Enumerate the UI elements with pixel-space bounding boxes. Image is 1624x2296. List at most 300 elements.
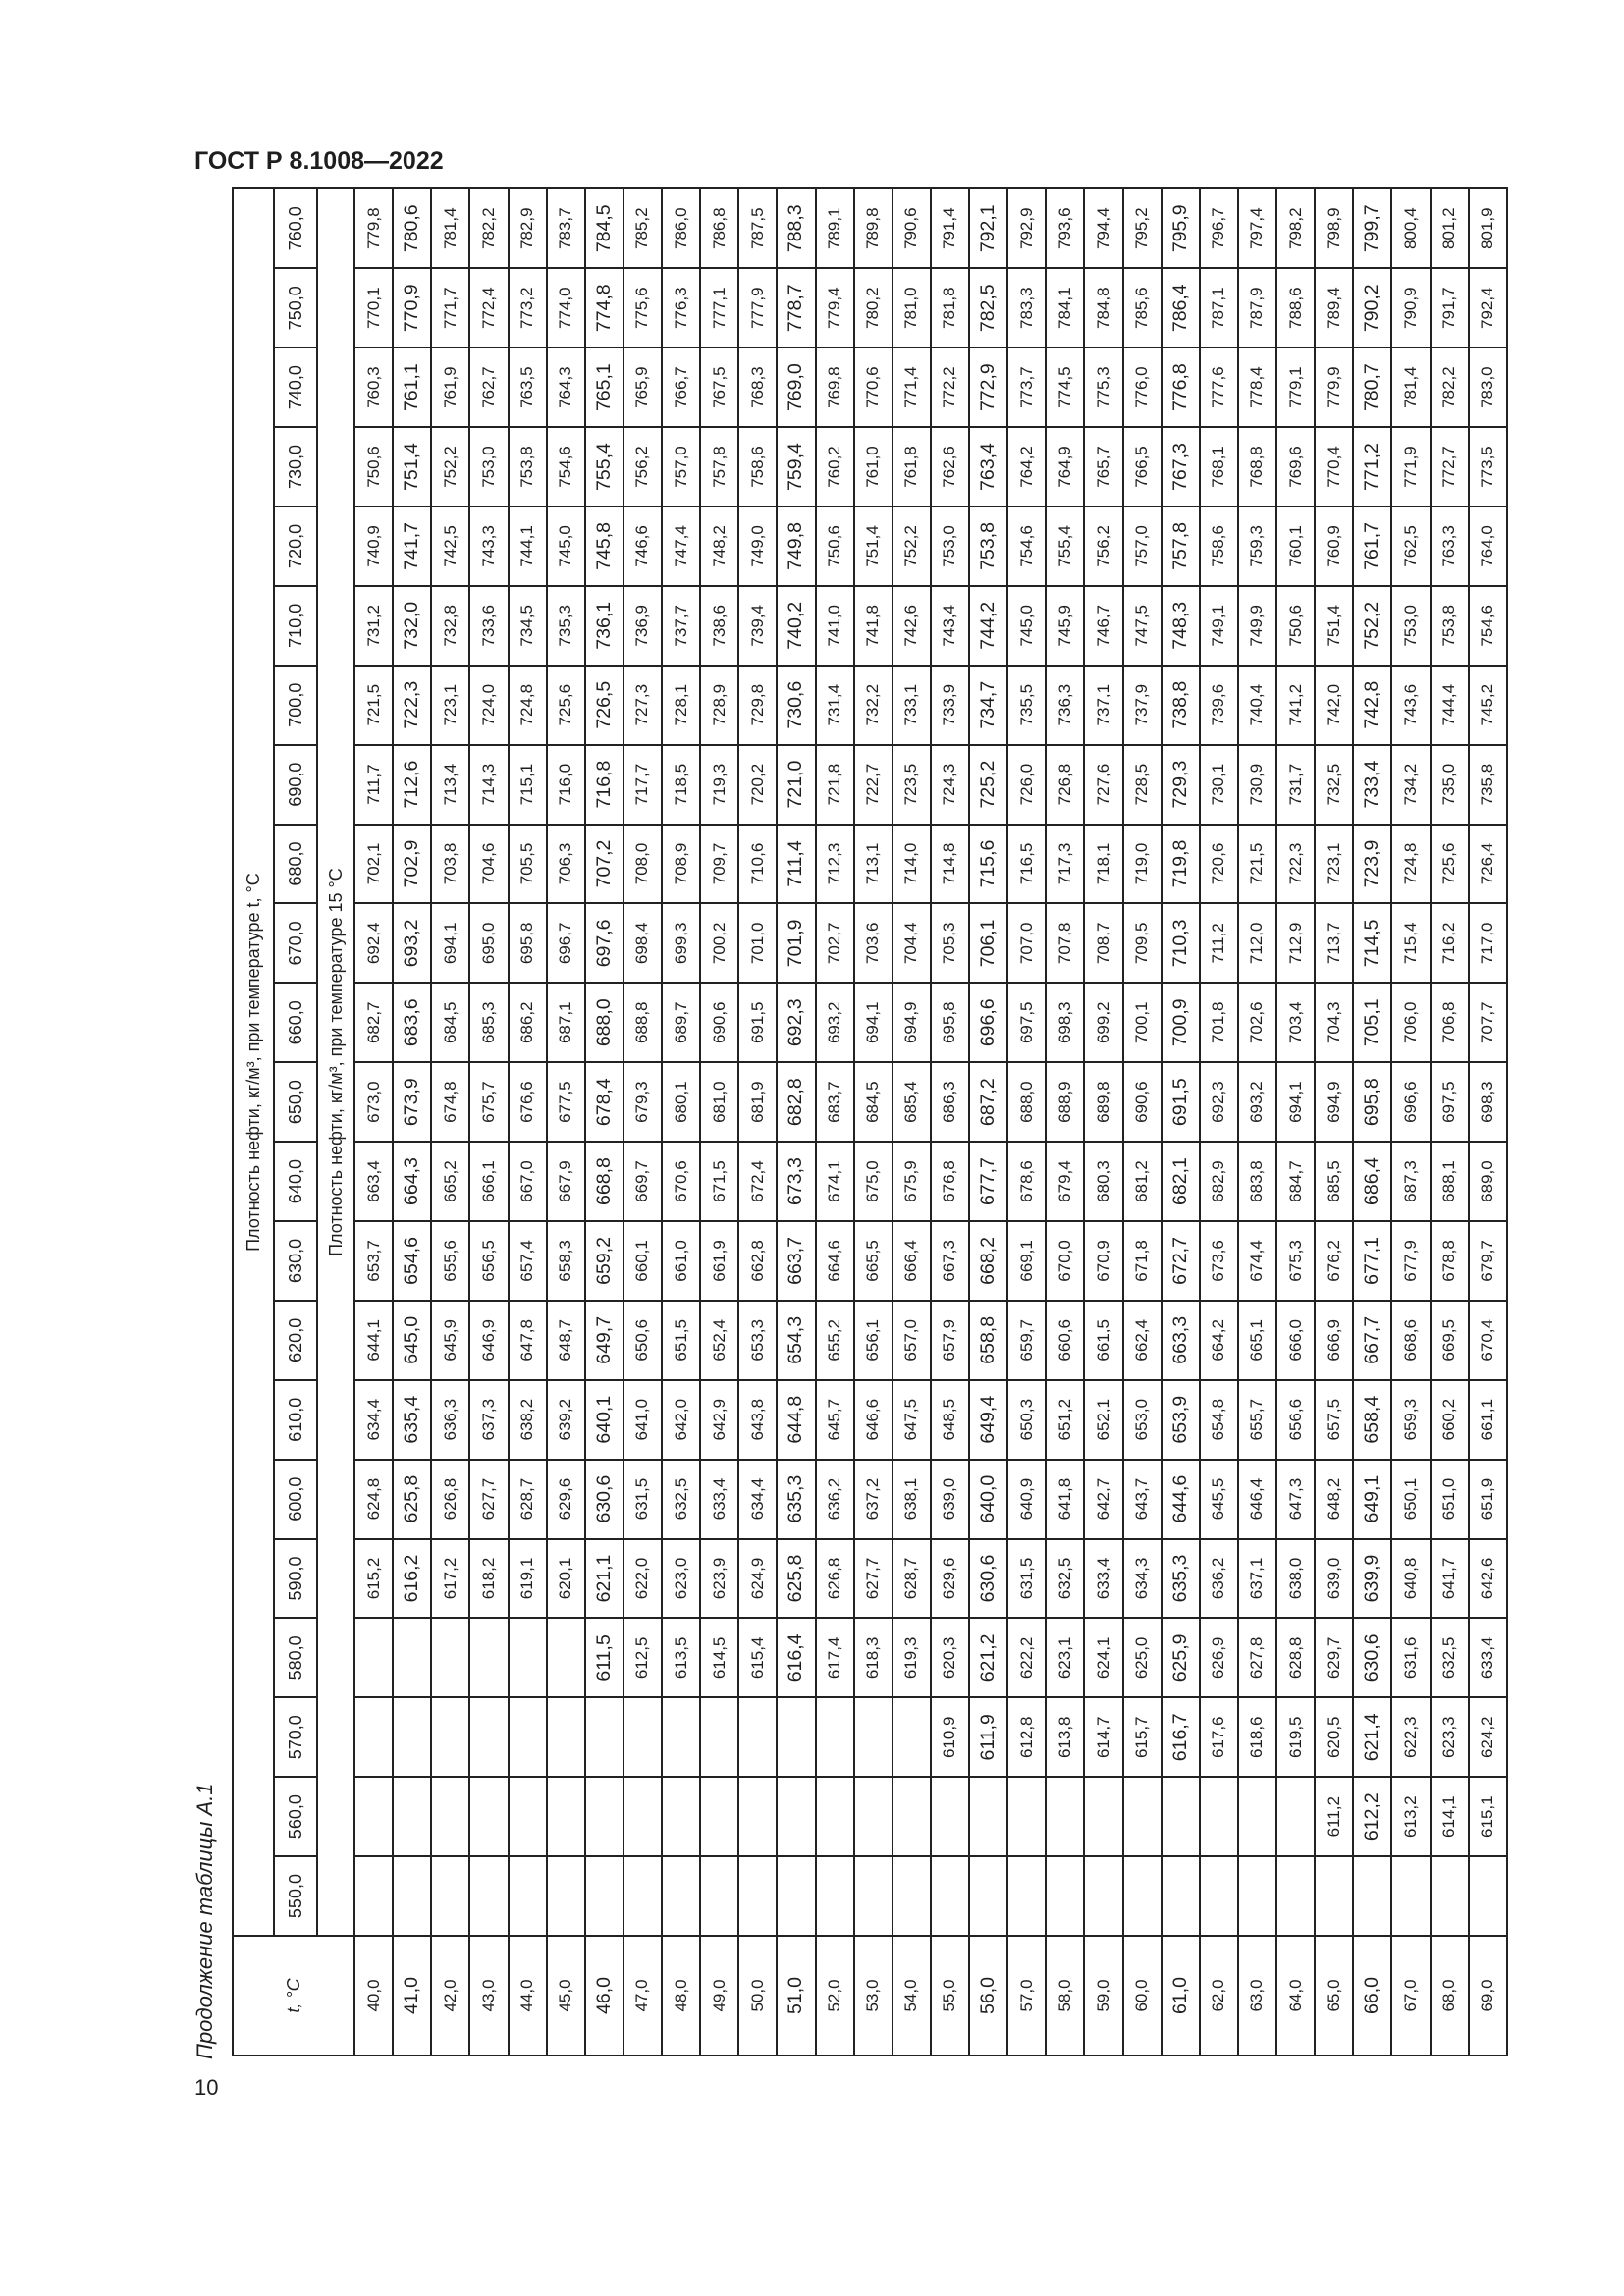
temperature-cell: 57,0 (1007, 1936, 1046, 2056)
density-cell: 772,2 (931, 347, 969, 427)
density-cell: 756,2 (623, 427, 662, 507)
density-cell: 661,0 (662, 1221, 700, 1301)
density-cell: 642,9 (700, 1380, 738, 1460)
density-cell: 801,2 (1431, 188, 1469, 268)
density-cell (1162, 1777, 1200, 1856)
density-cell: 727,6 (1084, 745, 1122, 825)
density-cell: 642,0 (662, 1380, 700, 1460)
density-cell: 732,2 (854, 666, 893, 745)
density-cell (431, 1697, 469, 1777)
density-cell (1431, 1856, 1469, 1936)
density-cell: 754,6 (547, 427, 585, 507)
density-cell: 757,8 (1162, 507, 1200, 586)
density-cell: 781,4 (1391, 347, 1430, 427)
density-cell: 737,7 (662, 586, 700, 666)
temperature-cell: 61,0 (1162, 1936, 1200, 2056)
density-cell: 611,2 (1315, 1777, 1353, 1856)
density-cell: 753,0 (1391, 586, 1430, 666)
density-cell: 751,4 (393, 427, 431, 507)
density-cell: 666,1 (469, 1142, 508, 1221)
temperature-cell: 41,0 (393, 1936, 431, 2056)
density-cell: 735,8 (1469, 745, 1507, 825)
density-cell: 757,0 (1123, 507, 1162, 586)
density-cell: 643,8 (738, 1380, 777, 1460)
density-cell: 634,4 (354, 1380, 393, 1460)
density-cell: 731,2 (354, 586, 393, 666)
density-cell: 787,1 (1200, 268, 1238, 347)
density-cell: 771,4 (893, 347, 931, 427)
density-cell: 801,9 (1469, 188, 1507, 268)
density-cell: 703,4 (1276, 983, 1315, 1062)
density-column-header: 630,0 (274, 1221, 317, 1301)
density-cell: 688,1 (1431, 1142, 1469, 1221)
density-cell (700, 1856, 738, 1936)
density-cell (623, 1777, 662, 1856)
density-cell: 656,5 (469, 1221, 508, 1301)
density-cell: 704,6 (469, 825, 508, 904)
density-cell (738, 1856, 777, 1936)
density-column-header: 650,0 (274, 1062, 317, 1142)
density-cell: 783,0 (1469, 347, 1507, 427)
density-cell: 614,7 (1084, 1697, 1122, 1777)
density-cell: 765,9 (623, 347, 662, 427)
density-cell: 793,6 (1046, 188, 1084, 268)
density-cell: 710,3 (1162, 903, 1200, 983)
density-cell (777, 1856, 815, 1936)
density-cell: 654,3 (777, 1301, 815, 1380)
density-cell: 628,7 (893, 1539, 931, 1619)
density-cell: 701,9 (777, 903, 815, 983)
density-cell: 696,6 (1391, 1062, 1430, 1142)
density-cell: 781,8 (931, 268, 969, 347)
density-cell: 705,1 (1353, 983, 1391, 1062)
density-cell: 716,2 (1431, 903, 1469, 983)
density-cell: 771,7 (431, 268, 469, 347)
density-cell: 612,8 (1007, 1697, 1046, 1777)
density-cell: 673,3 (777, 1142, 815, 1221)
density-cell: 620,3 (931, 1618, 969, 1697)
density-cell: 790,6 (893, 188, 931, 268)
density-cell: 786,8 (700, 188, 738, 268)
density-cell: 647,5 (893, 1380, 931, 1460)
density-cell (931, 1777, 969, 1856)
density-cell: 713,4 (431, 745, 469, 825)
density-cell: 645,9 (431, 1301, 469, 1380)
table-row (893, 188, 931, 2056)
density-cell: 759,4 (777, 427, 815, 507)
density-cell: 717,3 (1046, 825, 1084, 904)
temperature-cell: 42,0 (431, 1936, 469, 2056)
density-cell: 789,4 (1315, 268, 1353, 347)
density-cell: 698,4 (623, 903, 662, 983)
density-cell: 682,9 (1200, 1142, 1238, 1221)
density-cell: 664,2 (1200, 1301, 1238, 1380)
density-cell: 638,1 (893, 1460, 931, 1539)
density-cell: 706,1 (969, 903, 1007, 983)
table-row (854, 188, 893, 2056)
temperature-cell: 63,0 (1238, 1936, 1276, 2056)
table-row (1391, 188, 1430, 2056)
density-cell: 635,3 (777, 1460, 815, 1539)
density-cell: 631,5 (1007, 1539, 1046, 1619)
density-cell: 779,8 (354, 188, 393, 268)
density-cell: 620,5 (1315, 1697, 1353, 1777)
density-cell: 679,7 (1469, 1221, 1507, 1301)
density-cell (1084, 1777, 1122, 1856)
density-cell: 780,2 (854, 268, 893, 347)
density-cell (393, 1618, 431, 1697)
density-cell (354, 1697, 393, 1777)
density-cell: 769,8 (816, 347, 854, 427)
density-cell: 770,4 (1315, 427, 1353, 507)
density-cell: 724,3 (931, 745, 969, 825)
density-cell: 741,0 (816, 586, 854, 666)
density-cell: 742,6 (893, 586, 931, 666)
density-cell: 755,4 (585, 427, 623, 507)
density-cell: 676,2 (1315, 1221, 1353, 1301)
density-cell: 726,0 (1007, 745, 1046, 825)
density-cell: 706,8 (1431, 983, 1469, 1062)
density-cell: 782,2 (1431, 347, 1469, 427)
density-cell: 736,3 (1046, 666, 1084, 745)
table-row (623, 188, 662, 2056)
density-cell: 753,8 (509, 427, 547, 507)
density-cell: 620,1 (547, 1539, 585, 1619)
table-row (1162, 188, 1200, 2056)
density-cell: 658,4 (1353, 1380, 1391, 1460)
density-cell: 782,9 (509, 188, 547, 268)
density-cell: 740,9 (354, 507, 393, 586)
density-cell: 667,9 (547, 1142, 585, 1221)
density-cell: 694,1 (1276, 1062, 1315, 1142)
table-container (232, 204, 1508, 2056)
density-cell: 718,1 (1084, 825, 1122, 904)
density-cell: 734,7 (969, 666, 1007, 745)
density-cell: 622,3 (1391, 1697, 1430, 1777)
density-cell: 619,3 (893, 1618, 931, 1697)
density-cell: 723,9 (1353, 825, 1391, 904)
density-cell: 686,3 (931, 1062, 969, 1142)
density-cell: 792,9 (1007, 188, 1046, 268)
density-cell: 735,5 (1007, 666, 1046, 745)
density-cell: 669,1 (1007, 1221, 1046, 1301)
density-cell (738, 1777, 777, 1856)
density-cell: 755,4 (1046, 507, 1084, 586)
density-cell (469, 1856, 508, 1936)
density-cell: 688,0 (1007, 1062, 1046, 1142)
density-cell (547, 1618, 585, 1697)
density-cell (354, 1856, 393, 1936)
density-cell: 621,2 (969, 1618, 1007, 1697)
density-cell: 751,4 (854, 507, 893, 586)
density-cell (509, 1697, 547, 1777)
density-cell (431, 1856, 469, 1936)
density-cell: 622,2 (1007, 1618, 1046, 1697)
density-cell: 648,2 (1315, 1460, 1353, 1539)
density-cell: 722,3 (1276, 825, 1315, 904)
density-cell: 649,7 (585, 1301, 623, 1380)
density-cell (393, 1856, 431, 1936)
density-cell: 696,6 (969, 983, 1007, 1062)
density-cell: 625,8 (777, 1539, 815, 1619)
density-cell: 644,1 (354, 1301, 393, 1380)
table-row (509, 188, 547, 2056)
density-cell (469, 1777, 508, 1856)
density-cell: 743,4 (931, 586, 969, 666)
density-cell: 753,8 (1431, 586, 1469, 666)
density-cell: 723,5 (893, 745, 931, 825)
density-cell: 618,6 (1238, 1697, 1276, 1777)
density-cell (354, 1777, 393, 1856)
density-cell: 777,6 (1200, 347, 1238, 427)
density-cell: 658,3 (547, 1221, 585, 1301)
density-cell (738, 1697, 777, 1777)
density-cell: 653,0 (1123, 1380, 1162, 1460)
density-cell (969, 1777, 1007, 1856)
density-cell: 782,5 (969, 268, 1007, 347)
table-row (1276, 188, 1315, 2056)
density-cell: 613,5 (662, 1618, 700, 1697)
density-cell: 757,8 (700, 427, 738, 507)
density-cell: 630,6 (1353, 1618, 1391, 1697)
density-cell: 681,0 (700, 1062, 738, 1142)
density-cell: 769,0 (777, 347, 815, 427)
table-row (1353, 188, 1391, 2056)
density-cell: 626,9 (1200, 1618, 1238, 1697)
density-cell: 664,6 (816, 1221, 854, 1301)
density-cell: 729,3 (1162, 745, 1200, 825)
density-cell: 763,5 (509, 347, 547, 427)
density-cell: 779,1 (1276, 347, 1315, 427)
density-cell: 655,6 (431, 1221, 469, 1301)
density-cell: 774,5 (1046, 347, 1084, 427)
density-cell: 724,8 (509, 666, 547, 745)
density-cell: 730,6 (777, 666, 815, 745)
density-cell: 673,6 (1200, 1221, 1238, 1301)
density-cell: 680,1 (662, 1062, 700, 1142)
density-cell: 742,0 (1315, 666, 1353, 745)
density-cell (1353, 1856, 1391, 1936)
density-cell (509, 1777, 547, 1856)
table-caption: Продолжение таблицы А.1 (192, 1783, 217, 2059)
temperature-cell: 64,0 (1276, 1936, 1315, 2056)
density-cell: 666,9 (1315, 1301, 1353, 1380)
density-cell: 765,1 (585, 347, 623, 427)
density-cell: 675,9 (893, 1142, 931, 1221)
temperature-cell: 67,0 (1391, 1936, 1430, 2056)
density-cell: 646,9 (469, 1301, 508, 1380)
density-cell: 779,9 (1315, 347, 1353, 427)
density-cell: 687,2 (969, 1062, 1007, 1142)
density-cell: 735,3 (547, 586, 585, 666)
density-cell: 634,3 (1123, 1539, 1162, 1619)
density-cell: 732,5 (1315, 745, 1353, 825)
density-cell: 618,3 (854, 1618, 893, 1697)
density-cell: 619,5 (1276, 1697, 1315, 1777)
density-cell: 708,9 (662, 825, 700, 904)
density-column-header: 550,0 (274, 1856, 317, 1936)
density-cell: 656,1 (854, 1301, 893, 1380)
density-cell: 677,9 (1391, 1221, 1430, 1301)
density-cell: 738,6 (700, 586, 738, 666)
density-column-header: 620,0 (274, 1301, 317, 1380)
density-cell: 761,1 (393, 347, 431, 427)
density-cell: 776,3 (662, 268, 700, 347)
density-cell (854, 1697, 893, 1777)
density-cell: 625,0 (1123, 1618, 1162, 1697)
density-cell: 709,5 (1123, 903, 1162, 983)
density-cell: 629,7 (1315, 1618, 1353, 1697)
density-cell: 754,6 (1007, 507, 1046, 586)
density-cell (1238, 1777, 1276, 1856)
density-cell: 778,4 (1238, 347, 1276, 427)
density-cell: 634,4 (738, 1460, 777, 1539)
density-cell: 711,2 (1200, 903, 1238, 983)
density-cell: 631,5 (623, 1460, 662, 1539)
density-cell: 719,8 (1162, 825, 1200, 904)
density-cell: 622,0 (623, 1539, 662, 1619)
density-cell: 764,9 (1046, 427, 1084, 507)
density-cell: 651,2 (1046, 1380, 1084, 1460)
density-cell: 749,9 (1238, 586, 1276, 666)
density-cell: 670,4 (1469, 1301, 1507, 1380)
density-cell: 659,3 (1391, 1380, 1430, 1460)
temperature-cell: 47,0 (623, 1936, 662, 2056)
density-column-header: 670,0 (274, 903, 317, 983)
density-cell: 644,8 (777, 1380, 815, 1460)
density-cell (354, 1618, 393, 1697)
density-cell: 683,7 (816, 1062, 854, 1142)
density-cell: 746,6 (623, 507, 662, 586)
table-row (393, 188, 431, 2056)
density-column-header: 740,0 (274, 347, 317, 427)
density-cell: 759,3 (1238, 507, 1276, 586)
density-cell: 635,4 (393, 1380, 431, 1460)
density-cell: 637,3 (469, 1380, 508, 1460)
density-cell: 728,1 (662, 666, 700, 745)
density-cell: 637,1 (1238, 1539, 1276, 1619)
density-cell: 633,4 (1084, 1539, 1122, 1619)
density-cell: 688,0 (585, 983, 623, 1062)
density-cell: 756,2 (1084, 507, 1122, 586)
density-cell: 751,4 (1315, 586, 1353, 666)
density-cell: 795,2 (1123, 188, 1162, 268)
density-cell: 778,7 (777, 268, 815, 347)
density-cell: 695,8 (509, 903, 547, 983)
density-cell: 621,1 (585, 1539, 623, 1619)
temperature-cell: 68,0 (1431, 1936, 1469, 2056)
density-cell: 731,4 (816, 666, 854, 745)
table-row (662, 188, 700, 2056)
density-cell: 713,1 (854, 825, 893, 904)
density-cell: 705,3 (931, 903, 969, 983)
density-cell: 758,6 (738, 427, 777, 507)
density-cell: 667,0 (509, 1142, 547, 1221)
density-cell: 709,7 (700, 825, 738, 904)
density-cell: 773,7 (1007, 347, 1046, 427)
density-cell: 659,7 (1007, 1301, 1046, 1380)
density-cell: 672,7 (1162, 1221, 1200, 1301)
density-cell: 685,5 (1315, 1142, 1353, 1221)
temperature-cell: 40,0 (354, 1936, 393, 2056)
density-cell: 651,5 (662, 1301, 700, 1380)
density-cell: 753,0 (931, 507, 969, 586)
density-cell: 752,2 (431, 427, 469, 507)
density-cell: 704,3 (1315, 983, 1353, 1062)
document-header: ГОСТ Р 8.1008—2022 (194, 147, 444, 175)
density-cell: 650,1 (1391, 1460, 1430, 1539)
density-cell: 681,9 (738, 1062, 777, 1142)
density-cell (662, 1777, 700, 1856)
density-cell: 726,8 (1046, 745, 1084, 825)
density-cell: 702,7 (816, 903, 854, 983)
density-table (232, 187, 1508, 2056)
density-cell: 695,8 (1353, 1062, 1391, 1142)
density-cell: 730,1 (1200, 745, 1238, 825)
density-cell: 785,2 (623, 188, 662, 268)
density-cell: 715,4 (1391, 903, 1430, 983)
density-column-header: 560,0 (274, 1777, 317, 1856)
temperature-cell: 43,0 (469, 1936, 508, 2056)
density-cell: 714,0 (893, 825, 931, 904)
density-cell: 611,9 (969, 1697, 1007, 1777)
density-cell (547, 1777, 585, 1856)
density-cell: 731,7 (1276, 745, 1315, 825)
density-cell: 652,1 (1084, 1380, 1122, 1460)
density-column-header: 640,0 (274, 1142, 317, 1221)
temperature-cell: 54,0 (893, 1936, 931, 2056)
density-cell: 675,7 (469, 1062, 508, 1142)
density-cell: 702,9 (393, 825, 431, 904)
density-cell: 776,8 (1162, 347, 1200, 427)
density-cell: 740,2 (777, 586, 815, 666)
density-cell: 668,2 (969, 1221, 1007, 1301)
density-cell: 676,8 (931, 1142, 969, 1221)
density-cell: 638,2 (509, 1380, 547, 1460)
density-cell (893, 1777, 931, 1856)
density-cell: 654,8 (1200, 1380, 1238, 1460)
t-column-header: t, °C (233, 1936, 354, 2056)
density-cell: 628,7 (509, 1460, 547, 1539)
density-cell: 618,2 (469, 1539, 508, 1619)
density-cell: 772,9 (969, 347, 1007, 427)
density-cell: 776,0 (1123, 347, 1162, 427)
density-cell: 689,0 (1469, 1142, 1507, 1221)
density-cell: 676,6 (509, 1062, 547, 1142)
density-cell: 657,9 (931, 1301, 969, 1380)
density-cell: 616,4 (777, 1618, 815, 1697)
temperature-cell: 58,0 (1046, 1936, 1084, 2056)
density-cell: 678,8 (1431, 1221, 1469, 1301)
density-cell: 725,2 (969, 745, 1007, 825)
temperature-cell: 56,0 (969, 1936, 1007, 2056)
density-cell (547, 1856, 585, 1936)
density-cell: 615,7 (1123, 1697, 1162, 1777)
density-cell: 794,4 (1084, 188, 1122, 268)
density-cell: 773,5 (1469, 427, 1507, 507)
density-cell: 694,1 (431, 903, 469, 983)
density-cell: 664,3 (393, 1142, 431, 1221)
density-cell: 610,9 (931, 1697, 969, 1777)
density-cell: 763,3 (1431, 507, 1469, 586)
density-cell: 644,6 (1162, 1460, 1200, 1539)
density-cell: 764,2 (1007, 427, 1046, 507)
table-row (354, 188, 393, 2056)
density-cell: 613,8 (1046, 1697, 1084, 1777)
density-cell: 641,8 (1046, 1460, 1084, 1539)
density-cell: 784,1 (1046, 268, 1084, 347)
density-cell: 710,6 (738, 825, 777, 904)
